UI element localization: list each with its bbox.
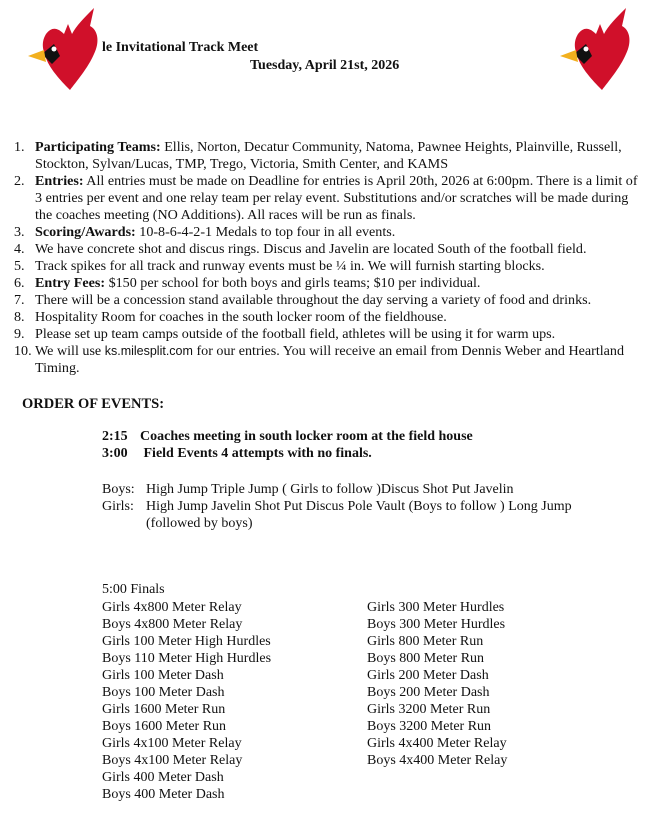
list-item: Girls 200 Meter Dash [367, 668, 489, 683]
boys-field-events [102, 481, 626, 498]
list-item [14, 309, 644, 326]
list-item: Girls 1600 Meter Run [102, 702, 226, 717]
list-item [14, 139, 644, 173]
list-item: Girls 3200 Meter Run [367, 702, 491, 717]
girls-field-events [102, 498, 626, 532]
list-item: Girls 100 Meter High Hurdles [102, 634, 271, 649]
boys-label: Boys: [102, 482, 135, 497]
item-text: Please set up team camps outside of the football field, athletes will be using it for warm ups. [35, 326, 556, 342]
item-label: Participating Teams: [35, 139, 161, 155]
list-item: Boys 200 Meter Dash [367, 685, 490, 700]
item-label: Entry Fees: [35, 275, 106, 291]
list-item [14, 241, 644, 258]
cardinal-logo-icon [24, 4, 106, 92]
rules-list [14, 139, 644, 377]
finals-heading: 5:00 Finals [102, 582, 165, 597]
item-number: 6. [14, 275, 25, 291]
list-item: Boys 100 Meter Dash [102, 685, 225, 700]
list-item: Girls 4x100 Meter Relay [102, 736, 242, 751]
list-item: Girls 4x400 Meter Relay [367, 736, 507, 751]
item-number: 10. [14, 343, 32, 359]
item-text: 10-8-6-4-2-1 Medals to top four in all events. [135, 224, 396, 240]
list-item: Girls 4x800 Meter Relay [102, 600, 242, 615]
schedule-time: 3:00 [102, 446, 128, 461]
boys-events: High Jump Triple Jump ( Girls to follow )Discus Shot Put Javelin [146, 482, 514, 497]
item-text: Track spikes for all track and runway events must be ¼ in. We will furnish starting blocks. [35, 258, 545, 274]
item-number: 7. [14, 292, 25, 308]
list-item [14, 343, 644, 377]
girls-label: Girls: [102, 499, 134, 514]
order-of-events-heading: ORDER OF EVENTS: [22, 396, 165, 412]
list-item [14, 224, 644, 241]
list-item [14, 258, 644, 275]
item-number: 3. [14, 224, 25, 240]
list-item: Boys 4x100 Meter Relay [102, 753, 243, 768]
schedule-text: Field Events 4 attempts with no finals. [140, 446, 372, 461]
meet-title: le Invitational Track Meet [102, 40, 259, 55]
list-item: Boys 300 Meter Hurdles [367, 617, 506, 632]
schedule-time: 2:15 [102, 429, 128, 444]
item-label: Entries: [35, 173, 84, 189]
schedule-row [102, 446, 372, 462]
list-item [14, 173, 644, 224]
item-number: 2. [14, 173, 25, 189]
item-text: There will be a concession stand available throughout the day serving a variety of food and drinks. [35, 292, 592, 308]
item-number: 9. [14, 326, 25, 342]
list-item: Boys 4x800 Meter Relay [102, 617, 243, 632]
item-number: 8. [14, 309, 25, 325]
finals-list-left [102, 599, 271, 803]
item-text: Hospitality Room for coaches in the south locker room of the fieldhouse. [35, 309, 447, 325]
schedule-text: Coaches meeting in south locker room at the field house [140, 429, 473, 444]
list-item: Girls 800 Meter Run [367, 634, 484, 649]
item-number: 1. [14, 139, 25, 155]
item-text: $150 per school for both boys and girls teams; $10 per individual. [105, 275, 481, 291]
item-label: Scoring/Awards: [35, 224, 136, 240]
finals-list-right [367, 599, 507, 769]
item-number: 5. [14, 258, 25, 274]
meet-date: Tuesday, April 21st, 2026 [250, 58, 400, 73]
girls-events: High Jump Javelin Shot Put Discus Pole Vault (Boys to follow ) Long Jump (followed by boys) [146, 499, 572, 531]
milesplit-link[interactable]: ks.milesplit.com [104, 344, 193, 358]
list-item: Boys 3200 Meter Run [367, 719, 492, 734]
item-text: All entries must be made on Deadline for entries is April 20th, 2026 at 6:00pm. There is a limit of 3 entries per event and one relay team per relay event. Substitutions and/or scratches will be made during the coaches meeting (NO Additions). All races will be run as finals. [35, 173, 638, 223]
list-item: Girls 300 Meter Hurdles [367, 600, 505, 615]
list-item [14, 326, 644, 343]
item-text: for our entries. You will receive an email from Dennis Weber and Heartland Timing. [35, 343, 625, 376]
item-text: We will use [35, 343, 105, 359]
list-item [14, 292, 644, 309]
item-text: Ellis, Norton, Decatur Community, Natoma, Pawnee Heights, Plainville, Russell, Stockton, Sylvan/Lucas, TMP, Trego, Victoria, Smith Center, and KAMS [35, 139, 622, 172]
list-item: Girls 100 Meter Dash [102, 668, 224, 683]
list-item: Boys 400 Meter Dash [102, 787, 225, 802]
list-item: Boys 110 Meter High Hurdles [102, 651, 272, 666]
list-item: Boys 4x400 Meter Relay [367, 753, 508, 768]
list-item: Boys 1600 Meter Run [102, 719, 227, 734]
list-item [14, 275, 644, 292]
item-number: 4. [14, 241, 25, 257]
item-text: We have concrete shot and discus rings. Discus and Javelin are located South of the football field. [35, 241, 587, 257]
cardinal-logo-icon [556, 4, 638, 92]
list-item: Boys 800 Meter Run [367, 651, 485, 666]
schedule-row [102, 429, 473, 445]
list-item: Girls 400 Meter Dash [102, 770, 224, 785]
